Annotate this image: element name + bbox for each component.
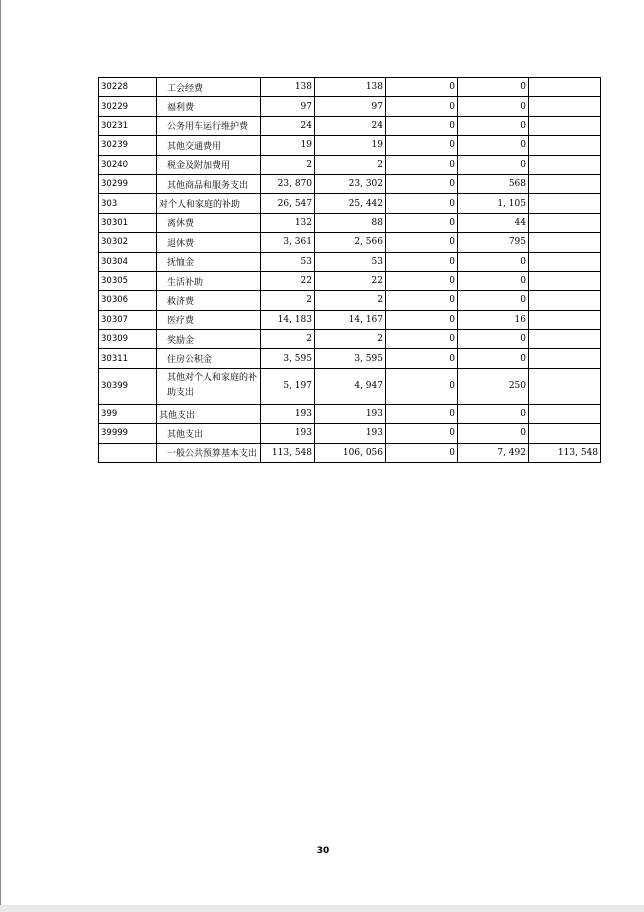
cell-col3: 0 xyxy=(386,213,458,232)
table-row xyxy=(99,78,601,97)
cell-basic-expense: 23, 302 xyxy=(315,174,386,193)
cell-code: 30228 xyxy=(99,78,157,97)
cell-budget-total: 193 xyxy=(261,404,315,423)
cell-col3: 0 xyxy=(386,330,458,349)
cell-basic-expense: 88 xyxy=(315,213,386,232)
table-row xyxy=(99,424,601,443)
cell-budget-total: 2 xyxy=(261,155,315,174)
cell-col4: 44 xyxy=(458,213,529,232)
cell-col5 xyxy=(529,310,601,329)
cell-name: 住房公积金 xyxy=(157,349,261,368)
cell-code: 30306 xyxy=(99,291,157,310)
cell-col3: 0 xyxy=(386,136,458,155)
cell-col5: 113, 548 xyxy=(529,443,601,462)
cell-col4: 1, 105 xyxy=(458,194,529,213)
cell-col4: 0 xyxy=(458,136,529,155)
cell-budget-total: 26, 547 xyxy=(261,194,315,213)
cell-basic-expense: 19 xyxy=(315,136,386,155)
cell-col5 xyxy=(529,349,601,368)
cell-name: 福利费 xyxy=(157,97,261,116)
cell-budget-total: 3, 361 xyxy=(261,233,315,252)
cell-col3: 0 xyxy=(386,174,458,193)
cell-col4: 0 xyxy=(458,349,529,368)
cell-col5 xyxy=(529,404,601,423)
cell-col4: 0 xyxy=(458,97,529,116)
cell-budget-total: 2 xyxy=(261,291,315,310)
table-row xyxy=(99,330,601,349)
cell-code: 30231 xyxy=(99,116,157,135)
cell-basic-expense: 14, 167 xyxy=(315,310,386,329)
cell-code: 30240 xyxy=(99,155,157,174)
cell-col4: 0 xyxy=(458,291,529,310)
cell-code: 30229 xyxy=(99,97,157,116)
cell-basic-expense: 138 xyxy=(315,78,386,97)
cell-col4: 16 xyxy=(458,310,529,329)
table-body xyxy=(99,78,601,463)
cell-budget-total: 24 xyxy=(261,116,315,135)
cell-name: 生活补助 xyxy=(157,271,261,290)
cell-col3: 0 xyxy=(386,424,458,443)
table-row xyxy=(99,404,601,423)
table-row xyxy=(99,213,601,232)
table-row xyxy=(99,174,601,193)
cell-code: 30307 xyxy=(99,310,157,329)
cell-basic-expense: 24 xyxy=(315,116,386,135)
table-row xyxy=(99,291,601,310)
cell-basic-expense: 22 xyxy=(315,271,386,290)
cell-basic-expense: 2, 566 xyxy=(315,233,386,252)
cell-col5 xyxy=(529,136,601,155)
cell-budget-total: 53 xyxy=(261,252,315,271)
table-row xyxy=(99,349,601,368)
cell-code: 30299 xyxy=(99,174,157,193)
cell-name: 医疗费 xyxy=(157,310,261,329)
cell-budget-total: 132 xyxy=(261,213,315,232)
cell-col5 xyxy=(529,174,601,193)
cell-col3: 0 xyxy=(386,78,458,97)
table-row xyxy=(99,368,601,404)
cell-code: 30305 xyxy=(99,271,157,290)
cell-basic-expense: 2 xyxy=(315,291,386,310)
table-row xyxy=(99,155,601,174)
cell-col4: 0 xyxy=(458,271,529,290)
cell-name: 其他对个人和家庭的补助支出 xyxy=(157,368,261,404)
cell-budget-total: 23, 870 xyxy=(261,174,315,193)
cell-budget-total: 19 xyxy=(261,136,315,155)
cell-name: 救济费 xyxy=(157,291,261,310)
cell-code: 399 xyxy=(99,404,157,423)
cell-col5 xyxy=(529,97,601,116)
cell-budget-total: 113, 548 xyxy=(261,443,315,462)
cell-col4: 250 xyxy=(458,368,529,404)
cell-col5 xyxy=(529,116,601,135)
table-row xyxy=(99,252,601,271)
cell-col3: 0 xyxy=(386,97,458,116)
table-row xyxy=(99,116,601,135)
cell-basic-expense: 3, 595 xyxy=(315,349,386,368)
cell-budget-total: 5, 197 xyxy=(261,368,315,404)
cell-col5 xyxy=(529,78,601,97)
cell-name: 奖励金 xyxy=(157,330,261,349)
cell-col5 xyxy=(529,194,601,213)
cell-col5 xyxy=(529,330,601,349)
cell-col3: 0 xyxy=(386,368,458,404)
cell-col4: 568 xyxy=(458,174,529,193)
cell-name: 其他支出 xyxy=(157,424,261,443)
cell-name: 税金及附加费用 xyxy=(157,155,261,174)
cell-basic-expense: 106, 056 xyxy=(315,443,386,462)
cell-basic-expense: 2 xyxy=(315,330,386,349)
cell-basic-expense: 25, 442 xyxy=(315,194,386,213)
cell-code: 30304 xyxy=(99,252,157,271)
cell-col3: 0 xyxy=(386,116,458,135)
cell-col4: 7, 492 xyxy=(458,443,529,462)
cell-budget-total: 22 xyxy=(261,271,315,290)
cell-basic-expense: 4, 947 xyxy=(315,368,386,404)
table-row xyxy=(99,310,601,329)
table-row xyxy=(99,194,601,213)
budget-table xyxy=(98,77,601,463)
cell-col4: 0 xyxy=(458,252,529,271)
cell-col4: 0 xyxy=(458,155,529,174)
cell-col3: 0 xyxy=(386,349,458,368)
cell-col3: 0 xyxy=(386,233,458,252)
cell-col3: 0 xyxy=(386,194,458,213)
cell-name: 离休费 xyxy=(157,213,261,232)
cell-budget-total: 2 xyxy=(261,330,315,349)
cell-name: 其他商品和服务支出 xyxy=(157,174,261,193)
cell-basic-expense: 97 xyxy=(315,97,386,116)
table-row xyxy=(99,443,601,462)
cell-col3: 0 xyxy=(386,310,458,329)
cell-name: 一般公共预算基本支出 xyxy=(157,443,261,462)
cell-budget-total: 193 xyxy=(261,424,315,443)
cell-name: 工会经费 xyxy=(157,78,261,97)
cell-name: 抚恤金 xyxy=(157,252,261,271)
cell-col4: 0 xyxy=(458,330,529,349)
cell-code: 30301 xyxy=(99,213,157,232)
cell-code: 30309 xyxy=(99,330,157,349)
cell-code: 30399 xyxy=(99,368,157,404)
cell-col5 xyxy=(529,233,601,252)
cell-code: 30311 xyxy=(99,349,157,368)
cell-basic-expense: 53 xyxy=(315,252,386,271)
cell-col5 xyxy=(529,424,601,443)
cell-name: 其他交通费用 xyxy=(157,136,261,155)
cell-col5 xyxy=(529,155,601,174)
cell-col3: 0 xyxy=(386,252,458,271)
cell-budget-total: 14, 183 xyxy=(261,310,315,329)
cell-col5 xyxy=(529,271,601,290)
cell-name: 退休费 xyxy=(157,233,261,252)
viewer-bottom-strip xyxy=(0,905,644,912)
cell-col5 xyxy=(529,213,601,232)
table-row xyxy=(99,233,601,252)
cell-col4: 0 xyxy=(458,404,529,423)
cell-code xyxy=(99,443,157,462)
cell-basic-expense: 193 xyxy=(315,424,386,443)
cell-col5 xyxy=(529,291,601,310)
cell-col5 xyxy=(529,252,601,271)
cell-budget-total: 138 xyxy=(261,78,315,97)
cell-code: 30239 xyxy=(99,136,157,155)
cell-col4: 0 xyxy=(458,116,529,135)
table-row xyxy=(99,97,601,116)
table-row xyxy=(99,271,601,290)
cell-code: 303 xyxy=(99,194,157,213)
cell-budget-total: 97 xyxy=(261,97,315,116)
cell-name: 对个人和家庭的补助 xyxy=(157,194,261,213)
cell-budget-total: 3, 595 xyxy=(261,349,315,368)
page-number: 30 xyxy=(316,846,330,856)
cell-col5 xyxy=(529,368,601,404)
cell-col4: 0 xyxy=(458,424,529,443)
cell-name: 公务用车运行维护费 xyxy=(157,116,261,135)
cell-col3: 0 xyxy=(386,291,458,310)
cell-col4: 795 xyxy=(458,233,529,252)
cell-col3: 0 xyxy=(386,155,458,174)
cell-col3: 0 xyxy=(386,443,458,462)
cell-basic-expense: 2 xyxy=(315,155,386,174)
cell-code: 30302 xyxy=(99,233,157,252)
table-row xyxy=(99,136,601,155)
cell-name: 其他支出 xyxy=(157,404,261,423)
cell-col4: 0 xyxy=(458,78,529,97)
cell-col3: 0 xyxy=(386,271,458,290)
cell-col3: 0 xyxy=(386,404,458,423)
cell-basic-expense: 193 xyxy=(315,404,386,423)
cell-code: 39999 xyxy=(99,424,157,443)
